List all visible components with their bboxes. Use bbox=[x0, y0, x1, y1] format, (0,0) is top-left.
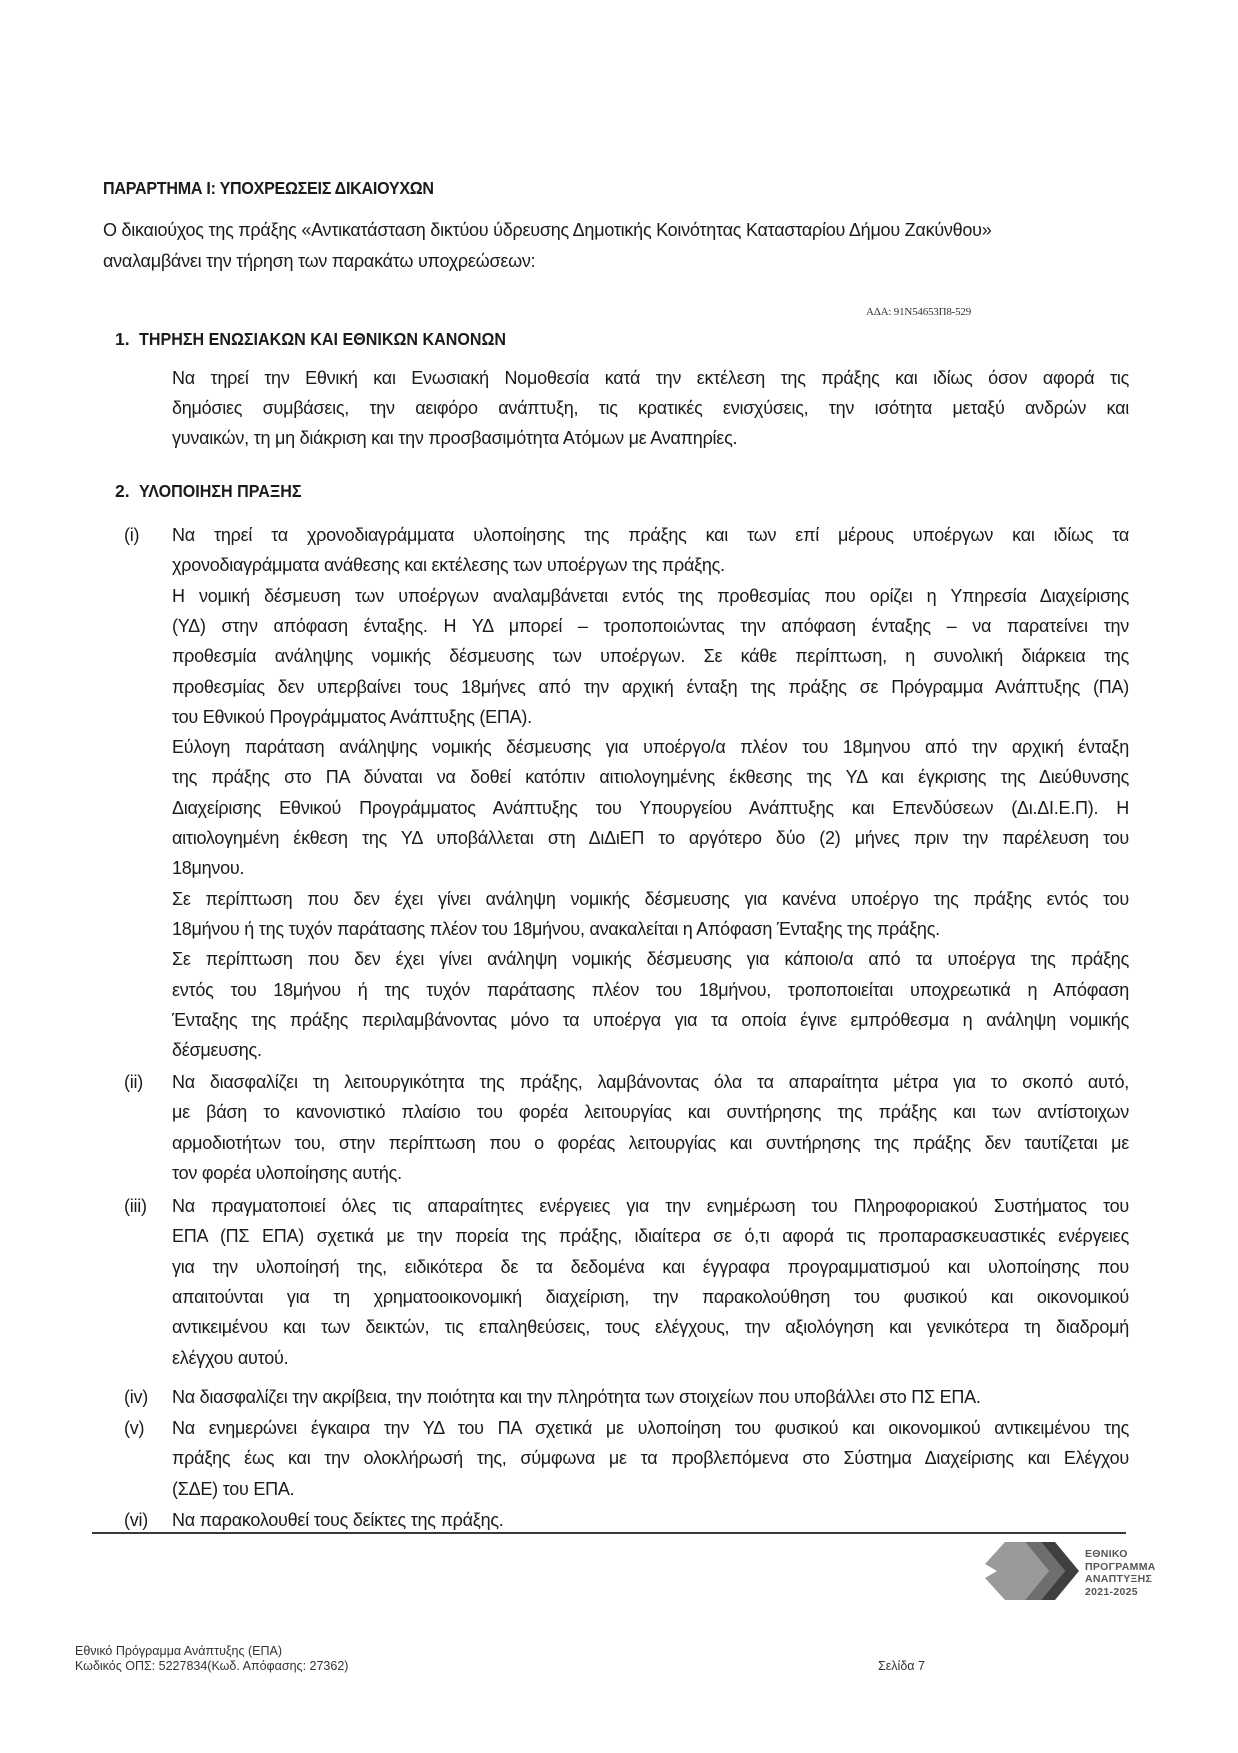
item-line: προθεσμίας δεν υπερβαίνει τους 18μήνες από την αρχική ένταξη της πράξης σε Πρόγραμμα Ανάπτυξης (ΠΑ) bbox=[172, 677, 1129, 697]
intro-line: Ο δικαιούχος της πράξης «Αντικατάσταση δικτύου ύδρευσης Δημοτικής Κοινότητας Κατασταρίου Δήμου Ζακύνθου» bbox=[103, 220, 992, 240]
item-line: (ΥΔ) στην απόφαση ένταξης. Η ΥΔ μπορεί – τροποποιώντας την απόφαση ένταξης – να παρατείνει την bbox=[172, 616, 1129, 636]
epa-logo-mark bbox=[985, 1540, 1080, 1602]
item-line: Η νομική δέσμευση των υποέργων αναλαμβάνεται εντός της προθεσμίας που ορίζει η Υπηρεσία Διαχείρισης bbox=[172, 586, 1129, 606]
item-line: εντός του 18μήνου ή της τυχόν παράτασης πλέον του 18μήνου, τροποποιείται υποχρεωτικά η Απόφαση bbox=[172, 980, 1129, 1000]
logo-line-2: ΠΡΟΓΡΑΜΜΑ bbox=[1085, 1560, 1156, 1573]
item-line: χρονοδιαγράμματα ανάθεσης και εκτέλεσης των υποέργων της πράξης. bbox=[172, 555, 725, 575]
item-line: 18μηνου. bbox=[172, 858, 245, 878]
section-2-heading: ΥΛΟΠΟΙΗΣΗ ΠΡΑΞΗΣ bbox=[139, 481, 302, 501]
section-1-number: 1. bbox=[115, 329, 130, 349]
epa-logo-text bbox=[1085, 1548, 1156, 1598]
item-line: Να πραγματοποιεί όλες τις απαραίτητες ενέργειες για την ενημέρωση του Πληροφοριακού Συστήματος του bbox=[172, 1196, 1129, 1216]
item-line: με βάση το κανονιστικό πλαίσιο του φορέα λειτουργίας και συντήρησης της πράξης και των αντίστοιχων bbox=[172, 1102, 1129, 1122]
intro-line: αναλαμβάνει την τήρηση των παρακάτω υποχρεώσεων: bbox=[103, 251, 536, 271]
section-1-line: δημόσιες συμβάσεις, την αειφόρο ανάπτυξη, τις κρατικές ενισχύσεις, την ισότητα μεταξύ ανδρών και bbox=[172, 398, 1129, 418]
section-2-number: 2. bbox=[115, 481, 130, 501]
item-line: της πράξης στο ΠΑ δύναται να δοθεί κατόπιν αιτιολογημένης έκθεσης της ΥΔ και έγκρισης της Διεύθυνσης bbox=[172, 767, 1129, 787]
item-line: ελέγχου αυτού. bbox=[172, 1348, 289, 1368]
footer-divider bbox=[92, 1532, 1126, 1534]
item-line: προθεσμία ανάληψης νομικής δέσμευσης των υποέργων. Σε κάθε περίπτωση, η συνολική διάρκεια της bbox=[172, 646, 1129, 666]
item-line: Να παρακολουθεί τους δείκτες της πράξης. bbox=[172, 1510, 504, 1530]
item-line: για την υλοποίησή της, ειδικότερα δε τα δεδομένα και έγγραφα προγραμματισμού και υλοποίησης που bbox=[172, 1257, 1129, 1277]
item-line: πράξης έως και την ολοκλήρωσή της, σύμφωνα με τα προβλεπόμενα στο Σύστημα Διαχείρισης και Ελέγχου bbox=[172, 1448, 1129, 1468]
section-1-heading: ΤΗΡΗΣΗ ΕΝΩΣΙΑΚΩΝ ΚΑΙ ΕΘΝΙΚΩΝ ΚΑΝΟΝΩΝ bbox=[139, 329, 507, 349]
item-line: Σε περίπτωση που δεν έχει γίνει ανάληψη νομικής δέσμευσης για κάποιο/α από τα υποέργα της πράξης bbox=[172, 949, 1129, 969]
item-line: Σε περίπτωση που δεν έχει γίνει ανάληψη νομικής δέσμευσης για κανένα υποέργο της πράξης εντός του bbox=[172, 889, 1129, 909]
item-line: Να διασφαλίζει τη λειτουργικότητα της πράξης, λαμβάνοντας όλα τα απαραίτητα μέτρα για το σκοπό αυτό, bbox=[172, 1072, 1129, 1092]
chevrons-logo-icon bbox=[985, 1540, 1080, 1602]
item-line: ΕΠΑ (ΠΣ ΕΠΑ) σχετικά με την πορεία της πράξης, ιδιαίτερα σε ό,τι αφορά τις προπαρασκευαστικές ενέργειες bbox=[172, 1226, 1129, 1246]
ada-stamp: ΑΔΑ: 91Ν54653Π8-529 bbox=[866, 306, 972, 318]
item-label: (i) bbox=[124, 525, 140, 545]
footer-ops-code: Κωδικός ΟΠΣ: 5227834(Κωδ. Απόφασης: 27362) bbox=[75, 1659, 349, 1673]
item-line: δέσμευσης. bbox=[172, 1040, 262, 1060]
item-line: Να ενημερώνει έγκαιρα την ΥΔ του ΠΑ σχετικά με υλοποίηση του φυσικού και οικονομικού αντικειμένου της bbox=[172, 1418, 1129, 1438]
footer-page-number: Σελίδα 7 bbox=[878, 1659, 925, 1673]
item-line: τον φορέα υλοποίησης αυτής. bbox=[172, 1163, 402, 1183]
item-label: (iv) bbox=[124, 1387, 148, 1407]
item-line: (ΣΔΕ) του ΕΠΑ. bbox=[172, 1479, 295, 1499]
logo-line-4: 2021-2025 bbox=[1085, 1585, 1138, 1598]
item-line: αρμοδιοτήτων του, στην περίπτωση που ο φορέας λειτουργίας και συντήρησης της πράξης δεν ταυτίζεται με bbox=[172, 1133, 1129, 1153]
item-line: απαιτούνται για τη χρηματοοικονομική διαχείριση, την παρακολούθηση του φυσικού και οικονομικού bbox=[172, 1287, 1129, 1307]
item-line: Διαχείρισης Εθνικού Προγράμματος Ανάπτυξης του Υπουργείου Ανάπτυξης και Επενδύσεων (Δι.ΔΙ.Ε.Π). Η bbox=[172, 798, 1129, 818]
item-label: (vi) bbox=[124, 1510, 148, 1530]
item-line: αιτιολογημένη έκθεση της ΥΔ υποβάλλεται στη ΔιΔιΕΠ το αργότερο δύο (2) μήνες πριν την παρέλευση του bbox=[172, 828, 1129, 848]
section-1-line: γυναικών, τη μη διάκριση και την προσβασιμότητα Ατόμων με Αναπηρίες. bbox=[172, 428, 738, 448]
logo-line-3: ΑΝΑΠΤΥΞΗΣ bbox=[1085, 1573, 1153, 1585]
item-line: Εύλογη παράταση ανάληψης νομικής δέσμευσης για υποέργο/α πλέον του 18μηνου από την αρχική ένταξη bbox=[172, 737, 1129, 757]
item-line: του Εθνικού Προγράμματος Ανάπτυξης (ΕΠΑ). bbox=[172, 707, 532, 727]
item-label: (iii) bbox=[124, 1196, 147, 1216]
item-line: Να διασφαλίζει την ακρίβεια, την ποιότητα και την πληρότητα των στοιχείων που υποβάλλει στο ΠΣ ΕΠΑ. bbox=[172, 1387, 981, 1407]
item-line: Να τηρεί τα χρονοδιαγράμματα υλοποίησης της πράξης και των επί μέρους υποέργων και ιδίως τα bbox=[172, 525, 1129, 545]
footer-left bbox=[75, 1644, 348, 1674]
item-line: Ένταξης της πράξης περιλαμβάνοντας μόνο τα υποέργα για τα οποία έγινε εμπρόθεσμα η ανάληψη νομικής bbox=[172, 1010, 1129, 1030]
logo-line-1: ΕΘΝΙΚΟ bbox=[1085, 1548, 1128, 1560]
item-label: (ii) bbox=[124, 1072, 143, 1092]
footer-program-name: Εθνικό Πρόγραμμα Ανάπτυξης (ΕΠΑ) bbox=[75, 1644, 282, 1658]
section-1-line: Να τηρεί την Εθνική και Ενωσιακή Νομοθεσία κατά την εκτέλεση της πράξης και ιδίως όσον αφορά τις bbox=[172, 368, 1129, 388]
item-label: (v) bbox=[124, 1418, 145, 1438]
item-line: αντικειμένου και των δεικτών, τις επαληθεύσεις, τους ελέγχους, την αξιολόγηση και γενικότερα τη διαδρομή bbox=[172, 1317, 1129, 1337]
item-line: 18μήνου ή της τυχόν παράτασης πλέον του 18μήνου, ανακαλείται η Απόφαση Ένταξης της πράξης. bbox=[172, 919, 940, 939]
annex-title: ΠΑΡΑΡΤΗΜΑ Ι: ΥΠΟΧΡΕΩΣΕΙΣ ΔΙΚΑΙΟΥΧΩΝ bbox=[103, 178, 434, 198]
